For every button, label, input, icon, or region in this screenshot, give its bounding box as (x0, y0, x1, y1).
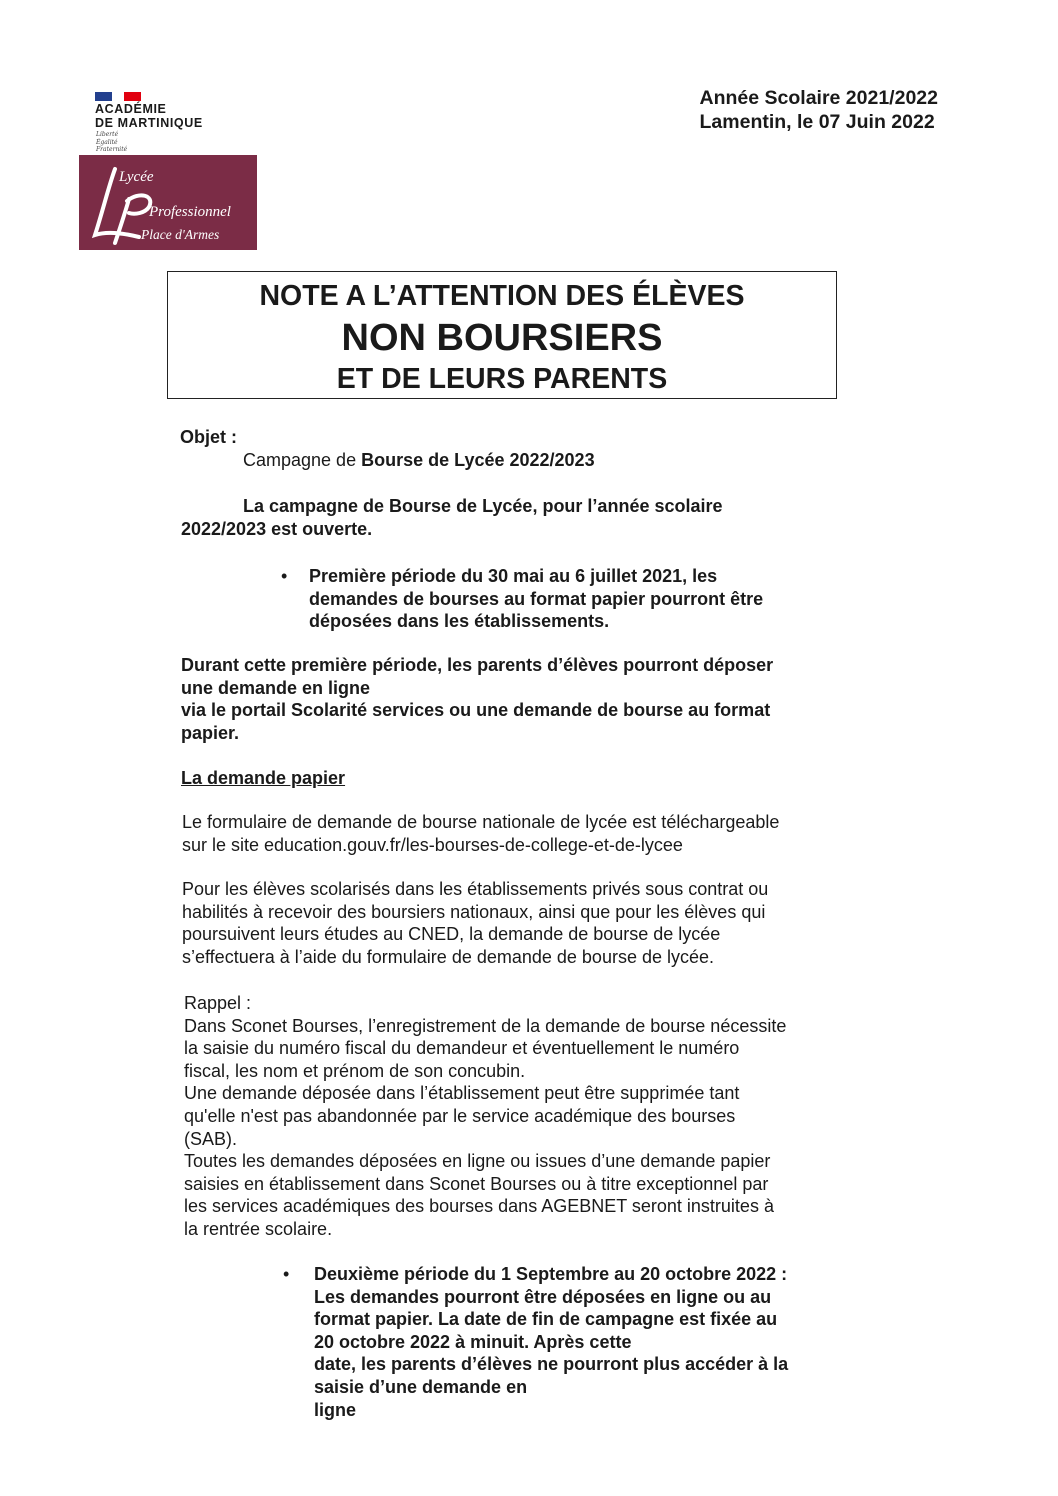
text-line: fiscal, les nom et prénom de son concubin. (184, 1060, 526, 1081)
motto-line: Liberté (96, 131, 119, 138)
text-line: les services académiques des bourses dans AGEBNET seront instruites à (184, 1196, 774, 1217)
text-line: demandes de bourses au format papier pourront être (309, 588, 764, 609)
academy-name-line1: ACADÉMIE (95, 102, 167, 116)
text-line: Rappel : (184, 993, 252, 1013)
text-line: ligne (314, 1399, 357, 1420)
text-line: Deuxième période du 1 Septembre au 20 octobre 2022 : (314, 1264, 788, 1284)
bullet-icon: • (283, 1264, 290, 1284)
school-logo-line: Professionnel (149, 204, 231, 220)
title-line3: ET DE LEURS PARENTS (336, 363, 668, 395)
text-line: poursuivent leurs études au CNED, la demande de bourse de lycée (182, 924, 721, 945)
rappel-paragraph (184, 992, 786, 1241)
text-line: date, les parents d’élèves ne pourront plus accéder à la (314, 1354, 789, 1375)
republic-motto (96, 131, 127, 154)
motto-line: Fraternité (96, 146, 128, 153)
bullet-second-period (314, 1263, 788, 1421)
text-line: papier. (181, 722, 240, 743)
text-line: Le formulaire de demande de bourse nationale de lycée est téléchargeable (182, 812, 780, 832)
text-line: habilités à recevoir des boursiers nationaux, ainsi que pour les élèves qui (182, 901, 766, 922)
school-year: Année Scolaire 2021/2022 (699, 87, 938, 109)
text-line: qu'elle n'est pas abandonnée par le service académique des bourses (184, 1105, 736, 1126)
text-line: la saisie du numéro fiscal du demandeur et éventuellement le numéro (184, 1038, 740, 1059)
school-logo (79, 155, 257, 250)
place-date: Lamentin, le 07 Juin 2022 (699, 111, 935, 133)
bullet-first-period (309, 565, 763, 633)
text-line: la rentrée scolaire. (184, 1218, 333, 1239)
text-line: saisies en établissement dans Sconet Bourses ou à titre exceptionnel par (184, 1173, 769, 1194)
text-line: La campagne de Bourse de Lycée, pour l’année scolaire (243, 496, 723, 516)
text-line: Toutes les demandes déposées en ligne ou issues d’une demande papier (184, 1151, 771, 1172)
motto-line: Égalité (96, 138, 118, 146)
intro-paragraph (181, 495, 723, 540)
text-line: via le portail Scolarité services ou une demande de bourse au format (181, 700, 771, 721)
text-line: Une demande déposée dans l’établissement peut être supprimée tant (184, 1083, 740, 1104)
text-line: sur le site education.gouv.fr/les-bourses-de-college-et-de-lycee (182, 834, 683, 855)
text-line: déposées dans les établissements. (309, 611, 610, 632)
title-line2: NON BOURSIERS (341, 317, 663, 359)
text-line: format papier. La date de fin de campagne est fixée au (314, 1309, 778, 1330)
document-header-info (700, 86, 939, 134)
text-line: une demande en ligne (181, 677, 371, 698)
text-line: Les demandes pourront être déposées en ligne ou au (314, 1286, 772, 1307)
paper-heading-text: La demande papier (181, 768, 346, 788)
text-line: Durant cette première période, les parents d’élèves pourront déposer (181, 655, 774, 675)
text-line: Dans Sconet Bourses, l’enregistrement de la demande de bourse nécessite (184, 1015, 787, 1036)
objet-bold: Bourse de Lycée 2022/2023 (361, 450, 595, 470)
academy-logo (95, 102, 203, 130)
text-line: Pour les élèves scolarisés dans les établissements privés sous contrat ou (182, 879, 769, 899)
school-logo-line: Lycée (119, 169, 154, 185)
objet-subject (243, 449, 595, 472)
text-line: saisie d’une demande en (314, 1376, 528, 1397)
academy-name-line2: DE MARTINIQUE (95, 116, 203, 130)
text-line: (SAB). (184, 1128, 238, 1149)
text-line: 2022/2023 est ouverte. (181, 518, 373, 539)
school-logo-line: Place d'Armes (141, 227, 220, 242)
objet-label: Objet : (180, 427, 237, 447)
title-line1: NOTE A L’ATTENTION DES ÉLÈVES (259, 280, 745, 312)
bullet-icon: • (281, 566, 288, 586)
text-line: Première période du 30 mai au 6 juillet 2021, les (309, 566, 718, 586)
paper-paragraph-2 (182, 878, 768, 968)
paper-paragraph-1 (182, 811, 779, 856)
text-line: s’effectuera à l’aide du formulaire de demande de bourse de lycée. (182, 946, 715, 967)
objet-prefix: Campagne de (243, 450, 362, 470)
period-note-paragraph (181, 654, 773, 744)
text-line: 20 octobre 2022 à minuit. Après cette (314, 1331, 632, 1352)
republic-flag-icon (95, 92, 141, 101)
title-box (167, 271, 837, 399)
paper-heading (181, 767, 345, 790)
